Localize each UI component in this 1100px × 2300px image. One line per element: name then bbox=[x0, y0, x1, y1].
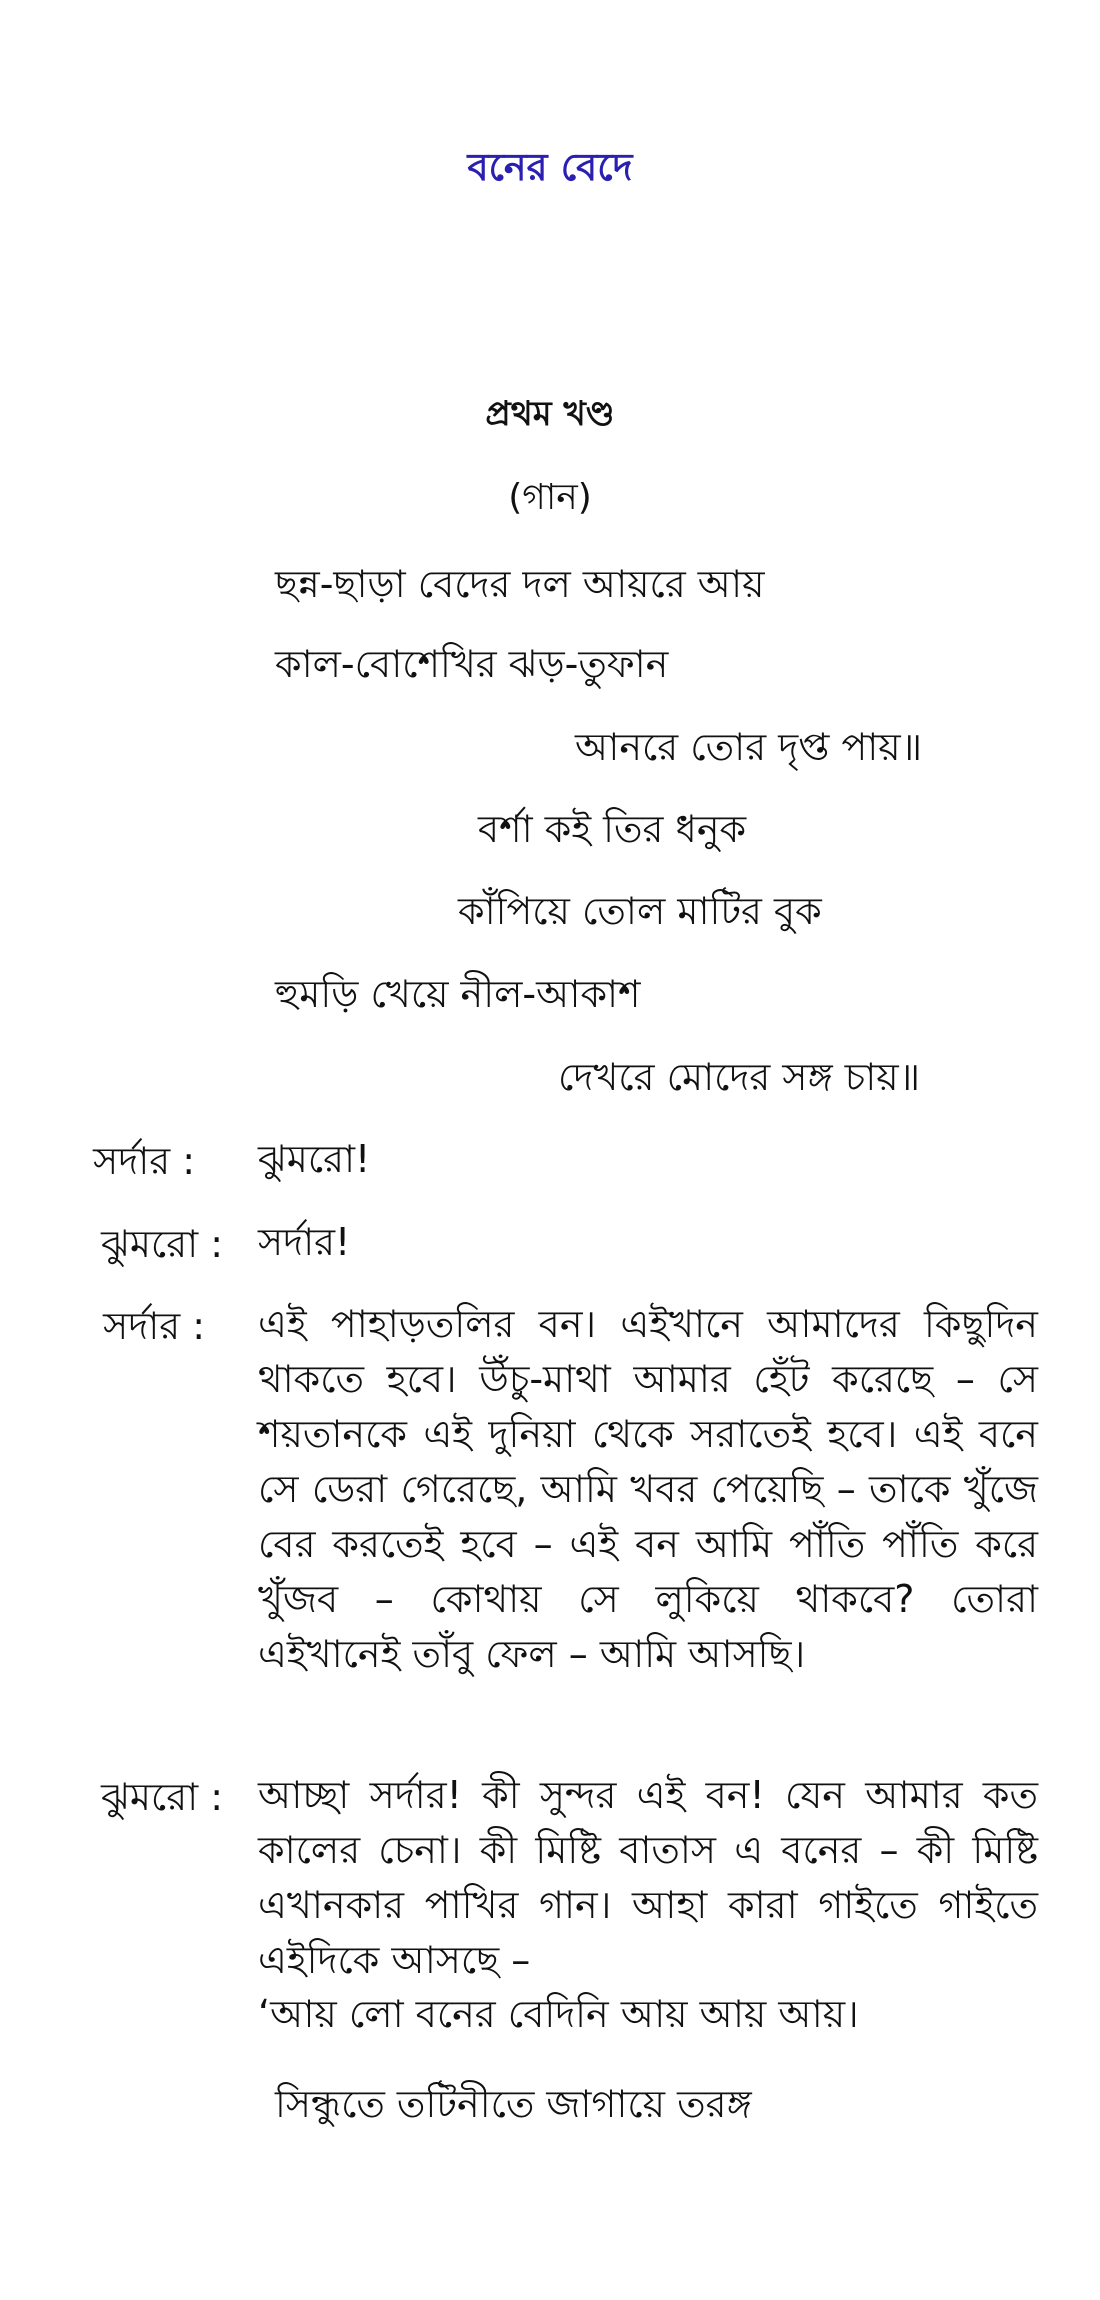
section-heading: প্রথম খণ্ড bbox=[485, 394, 615, 434]
song-line: দেখরে মোদের সঙ্গ চায়॥ bbox=[558, 1055, 921, 1099]
song-tag: (গান) bbox=[508, 477, 592, 518]
document-title: বনের বেদে bbox=[467, 145, 633, 189]
speaker-label: ঝুমরো : bbox=[101, 1775, 223, 1819]
speech-text: ঝুমরো! bbox=[258, 1137, 371, 1181]
speaker-label: সর্দার : bbox=[103, 1304, 205, 1348]
song-line: কাল-বোশেখির ঝড়-তুফান bbox=[275, 642, 669, 686]
speech-text: আচ্ছা সর্দার! কী সুন্দর এই বন! যেন আমার কত কালের চেনা। কী মিষ্টি বাতাস এ বনের – কী মিষ্টি এখানকার পাখির গান। আহা কারা গাইতে গাইতে এইদিকে আসছে – bbox=[258, 1773, 1038, 1982]
song-line: হুমড়ি খেয়ে নীল-আকাশ bbox=[275, 972, 641, 1016]
speaker-label: ঝুমরো : bbox=[101, 1222, 223, 1266]
song-line: ‘আয় লো বনের বেদিনি আয় আয় আয়। bbox=[258, 1992, 859, 2036]
speaker-label: সর্দার : bbox=[93, 1139, 195, 1183]
song-line: আনরে তোর দৃপ্ত পায়॥ bbox=[575, 725, 923, 769]
song-line: কাঁপিয়ে তোল মাটির বুক bbox=[458, 889, 822, 933]
song-line: সিন্ধুতে তটিনীতে জাগায়ে তরঙ্গ bbox=[275, 2082, 752, 2126]
speech-text: সর্দার! bbox=[258, 1220, 351, 1264]
speech-text: এই পাহাড়তলির বন। এইখানে আমাদের কিছুদিন থাকতে হবে। উঁচু-মাথা আমার হেঁট করেছে – সে শয়তানকে এই দুনিয়া থেকে সরাতেই হবে। এই বনে সে ডেরা গেরেছে, আমি খবর পেয়েছি – তাকে খুঁজে বের করতেই হবে – এই বন আমি পাঁতি পাঁতি করে খুঁজব – কোথায় সে লুকিয়ে থাকবে? তোরা এইখানেই তাঁবু ফেল – আমি আসছি। bbox=[258, 1302, 1038, 1676]
song-line: ছন্ন-ছাড়া বেদের দল আয়রে আয় bbox=[275, 562, 765, 606]
song-line: বর্শা কই তির ধনুক bbox=[478, 807, 747, 851]
